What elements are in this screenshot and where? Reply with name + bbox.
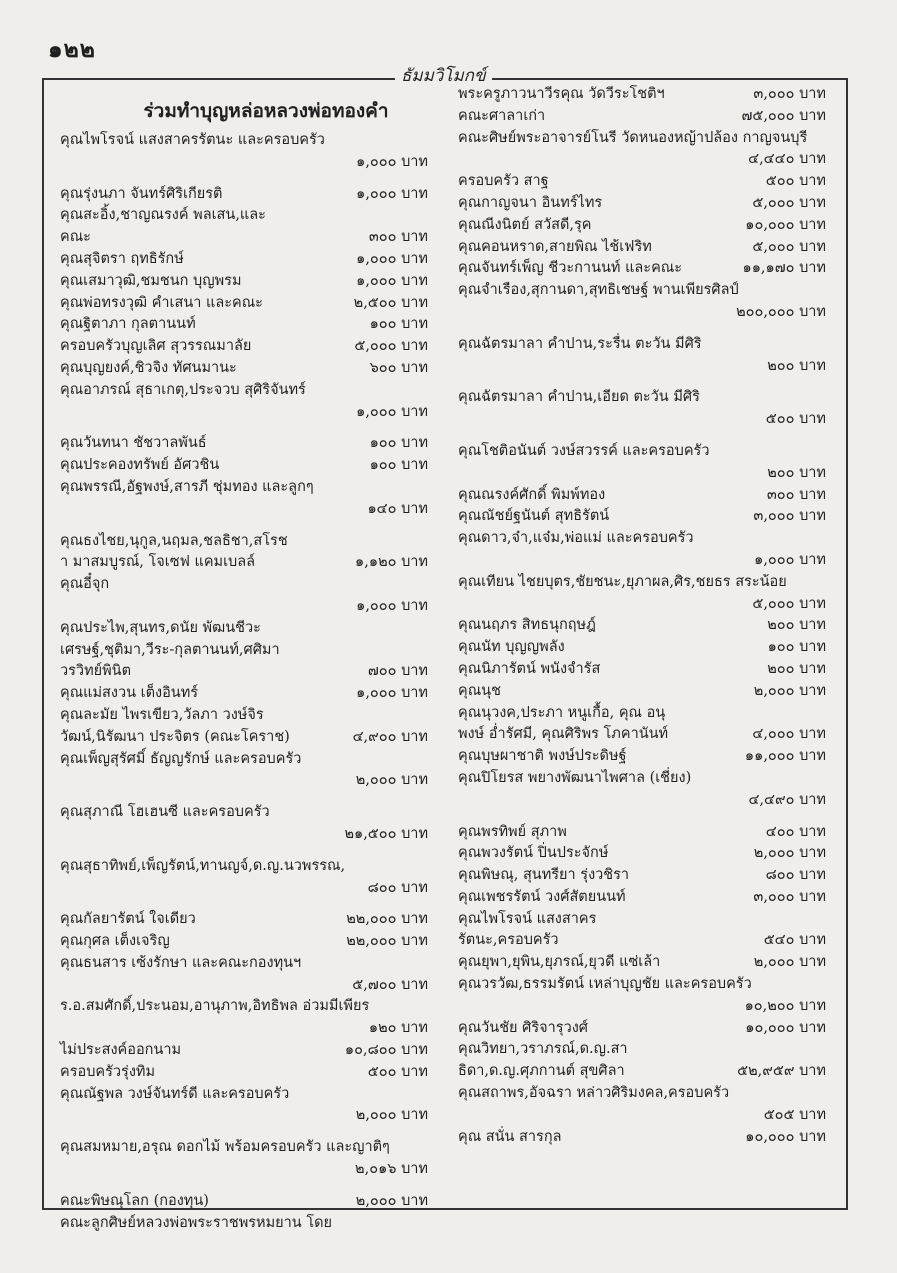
donor-entry — [60, 477, 432, 521]
donor-name: คุณณรงค์ศักดิ์ พิมพ์ทอง — [458, 486, 606, 503]
donor-entry — [458, 528, 830, 572]
donation-amount: ๔๐๐ บาท — [765, 823, 826, 840]
donor-name: ร.อ.สมศักดิ์,ประนอม,อานุภาพ,อิทธิพล อ่วมมีเพียร — [60, 998, 370, 1015]
donor-name: คุณนิภารัตน์ พนังจำรัส — [458, 660, 601, 677]
donor-name: คุณกุศล เต็งเจริญ — [60, 933, 170, 950]
donation-amount: ๔,๔๔๐ บาท — [748, 151, 826, 168]
donor-entry — [60, 1040, 432, 1062]
donation-amount: ๑๑,๑๗๐ บาท — [742, 260, 826, 277]
donor-entry — [458, 952, 830, 974]
donor-name: คุณละมัย ไพรเขียว,วัลภา วงษ์จิรวัฒน์,นิรัฒนา ประจิตร (คณะโคราช) — [60, 706, 290, 745]
left-donor-list — [60, 130, 432, 1234]
donation-amount: ๑๑,๐๐๐ บาท — [744, 748, 826, 765]
donation-amount: ๒๒,๐๐๐ บาท — [346, 933, 428, 950]
donor-name: คุณประคองทรัพย์ อัศวชิน — [60, 457, 220, 474]
donation-amount: ๑,๐๐๐ บาท — [356, 597, 428, 614]
donation-amount: ๑,๑๒๐ บาท — [355, 554, 428, 571]
donor-entry — [458, 215, 830, 237]
donor-entry — [60, 1213, 432, 1235]
donor-entry — [458, 1018, 830, 1040]
donor-entry — [458, 128, 830, 172]
donor-name: คุณประไพ,สุนทร,ดนัย พัฒนชีวะเศรษฐ์,ชุติมา,วีระ-กุลตานนท์,ศศิมา วรวิทย์พินิต — [60, 619, 280, 680]
donation-amount: ๑๐,๐๐๐ บาท — [745, 1128, 826, 1145]
donor-entry — [60, 293, 432, 315]
donation-amount: ๑,๐๐๐ บาท — [356, 685, 428, 702]
donation-amount: ๑๐,๘๐๐ บาท — [344, 1042, 428, 1059]
donor-entry — [458, 84, 830, 106]
donor-name: คุณวิทยา,วราภรณ์,ด.ญ.สาธิดา,ด.ญ.ศุภกานต์ สุขศิลา — [458, 1041, 628, 1080]
donor-entry — [60, 271, 432, 293]
donor-name: คุณยุพา,ยุพิน,ยุภรณ์,ยุวดี แซ่เล้า — [458, 954, 661, 971]
donation-amount: ๖๐๐ บาท — [369, 359, 428, 376]
donation-amount: ๒,๐๐๐ บาท — [355, 1192, 428, 1209]
donation-amount: ๑๐๐ บาท — [369, 435, 428, 452]
donor-name: คุณฉัตรมาลา คำปาน,ระรื่น ตะวัน มีศิริ — [458, 335, 702, 352]
donor-entry — [60, 433, 432, 455]
section-title: ร่วมทำบุญหล่อหลวงพ่อทองคำ — [143, 100, 389, 122]
donor-name: คุณสถาพร,อัจฉรา หล่าวศิริมงคล,ครอบครัว — [458, 1085, 730, 1102]
donor-name: คุณจำเรือง,สุกานดา,สุทธิเชษฐ์ พานเพียรศิลป์ — [458, 282, 739, 299]
donor-entry — [60, 749, 432, 793]
donor-name: คุณวรวัฒ,ธรรมรัตน์ เหล่าบุญชัย และครอบครัว — [458, 976, 752, 993]
donor-entry — [458, 822, 830, 844]
donation-amount: ๒,๐๐๐ บาท — [355, 1107, 428, 1124]
donation-amount: ๕๐๕ บาท — [763, 1106, 826, 1123]
donor-name: คุณไพโรจน์ แสงสาครรัตนะ และครอบครัว — [60, 132, 325, 148]
donor-name: คุณสุธาทิพย์,เพ็ญรัตน์,ทานญจ์,ด.ญ.นวพรรณ, — [60, 857, 346, 874]
donation-amount: ๔,๙๐๐ บาท — [352, 728, 428, 745]
right-column — [458, 84, 830, 1148]
donor-name: คณะศาลาเก่า — [458, 107, 546, 124]
donation-amount: ๕๒,๙๕๙ บาท — [737, 1063, 826, 1080]
donor-name: คุณรุ่งนภา จันทร์ศิริเกียรติ — [60, 185, 223, 202]
donor-entry — [458, 615, 830, 637]
donor-name: คุณสะอิ้ง,ชาญณรงค์ พลเสน,และคณะ — [60, 207, 266, 246]
donor-name: คุณนุช — [458, 682, 501, 699]
donor-name: คุณณีงนิตย์ สวัสดี,รุค — [458, 216, 592, 233]
donor-name: คุณนุวงค,ประภา หนูเกื้อ, คุณ อนุพงษ์ อ่ำรัศมี, คุณศิริพร โภคานันท์ — [458, 704, 669, 743]
donor-entry — [60, 184, 432, 206]
donor-entry — [458, 1127, 830, 1149]
donor-entry — [60, 705, 432, 749]
donor-name: คุณธงไชย,นุกูล,นฤมล,ชลธิชา,สโรชา มาสมบูรณ์, โจเซฟ แคมเบลล์ — [60, 532, 288, 571]
donor-entry — [60, 380, 432, 424]
donor-name: คุณวันชัย ศิริจารุวงศ์ — [458, 1019, 588, 1036]
donor-entry — [60, 1191, 432, 1213]
donor-name: ครอบครัวบุญเลิศ สุวรรณมาลัย — [60, 338, 252, 355]
donor-entry — [60, 1062, 432, 1084]
donation-amount: ๘๐๐ บาท — [367, 879, 428, 896]
donor-name: คุณสมหมาย,อรุณ ดอกไม้ พร้อมครอบครัว และญาติๆ — [60, 1139, 390, 1156]
donation-amount: ๒,๐๐๐ บาท — [355, 772, 428, 789]
donor-entry — [458, 237, 830, 259]
donation-amount: ๘๐๐ บาท — [765, 867, 826, 884]
donor-name: คุณบุญยงค์,ชิวจิง ทัศนมานะ — [60, 359, 237, 376]
donation-amount: ๓,๐๐๐ บาท — [753, 86, 826, 102]
donor-entry — [60, 856, 432, 900]
donation-amount: ๒๒,๐๐๐ บาท — [346, 911, 428, 928]
donor-name: คุณเสมาวุฒิ,ชมชนก บุญพรม — [60, 272, 242, 289]
donor-name: คุณปิโยรส พยางพัฒนาไพศาล (เชี่ยง) — [458, 769, 692, 786]
donation-amount: ๔,๔๙๐ บาท — [748, 791, 826, 808]
donor-name: คุณวันทนา ชัชวาลพันธ์ — [60, 435, 207, 452]
donor-name: คุณจันทร์เพ็ญ ชีวะกานนท์ และคณะ — [458, 260, 683, 277]
donor-entry — [60, 802, 432, 846]
donor-name: คุณพิษณุ, สุนทรียา รุ่งวชิรา — [458, 867, 630, 884]
donation-amount: ๑๐๐ บาท — [369, 316, 428, 333]
donor-entry — [60, 996, 432, 1040]
donor-entry — [458, 572, 830, 616]
donation-amount: ๑๐,๐๐๐ บาท — [745, 1019, 826, 1036]
donor-entry — [60, 455, 432, 477]
donation-amount: ๑,๐๐๐ บาท — [754, 551, 826, 568]
donor-entry — [458, 974, 830, 1018]
donor-name: คุณพวงรัตน์ ปิ่นประจักษ์ — [458, 845, 609, 862]
donor-entry — [60, 336, 432, 358]
donation-amount: ๓,๐๐๐ บาท — [753, 888, 826, 905]
donor-entry — [458, 441, 830, 485]
right-donor-list — [458, 84, 830, 1148]
donation-amount: ๑๐๐ บาท — [369, 457, 428, 474]
donation-amount: ๒,๐๐๐ บาท — [753, 954, 826, 971]
donor-entry — [458, 334, 830, 378]
donor-name: ไม่ประสงค์ออกนาม — [60, 1042, 182, 1059]
donor-entry — [458, 193, 830, 215]
donation-amount: ๕๔๐ บาท — [763, 932, 826, 949]
donor-name: คุณพรรณี,อัฐพงษ์,สารภี ชุ่มทอง และลูกๆ — [60, 478, 314, 495]
donor-name: คุณเพชรรัตน์ วงศ์สัตยนนท์ — [458, 888, 626, 905]
donation-amount: ๓๐๐ บาท — [368, 229, 428, 246]
donation-amount: ๑,๐๐๐ บาท — [356, 403, 428, 420]
donor-name: คุณณัชย์ฐนันต์ สุทธิรัตน์ — [458, 508, 610, 525]
donor-entry — [60, 1137, 432, 1181]
donor-name: คุณกาญจนา อินทร์ไทร — [458, 194, 603, 211]
donor-name: คุณนัท บุญญพลัง — [458, 639, 565, 656]
donation-amount: ๑,๐๐๐ บาท — [356, 272, 428, 289]
donor-name: คุณพรทิพย์ สุภาพ — [458, 823, 567, 840]
donation-amount: ๒๐๐ บาท — [767, 464, 826, 481]
donor-name: ครอบครัวรุ่งทิม — [60, 1063, 156, 1080]
donation-amount: ๗๐๐ บาท — [367, 663, 428, 680]
donor-name: คุณ สนั่น สารกุล — [458, 1128, 562, 1145]
donation-amount: ๕๐๐ บาท — [367, 1063, 428, 1080]
donor-name: คุณพ่อทรงวุฒิ คำเสนา และคณะ — [60, 294, 263, 311]
donor-name: คุณเทียน ไชยบุตร,ชัยชนะ,ยุภาผล,ศิร,ชยธร สระน้อย — [458, 573, 787, 590]
donor-name: คุณอาภรณ์ สุธาเกตุ,ประจวบ สุศิริจันทร์ — [60, 381, 306, 398]
donation-amount: ๑๐๐ บาท — [767, 639, 826, 656]
donor-entry — [60, 683, 432, 705]
donor-entry — [458, 280, 830, 324]
donor-entry — [458, 843, 830, 865]
donation-amount: ๒,๕๐๐ บาท — [353, 294, 428, 311]
donation-amount: ๕๐๐ บาท — [765, 173, 826, 190]
donor-entry — [458, 865, 830, 887]
donation-amount: ๓๐๐ บาท — [766, 486, 826, 503]
donor-entry — [60, 1084, 432, 1128]
donor-entry — [60, 574, 432, 618]
header-title: ธัมมวิโมกข์ — [395, 62, 492, 89]
donor-entry — [458, 746, 830, 768]
donor-name: คุณคอนหราด,สายพิณ ไช้เฟริท — [458, 238, 652, 255]
donor-name: คุณแม่สงวน เต็งอินทร์ — [60, 685, 199, 702]
donation-amount: ๑๐,๒๐๐ บาท — [744, 997, 826, 1014]
donor-name: คุณฉัตรมาลา คำปาน,เอียด ตะวัน มีศิริ — [458, 389, 700, 406]
donor-entry — [458, 887, 830, 909]
donation-amount: ๑,๐๐๐ บาท — [356, 153, 428, 170]
donor-entry — [458, 681, 830, 703]
donation-amount: ๒,๐๐๐ บาท — [753, 845, 826, 862]
donor-name: คุณสุจิตรา ฤทธิรักษ์ — [60, 250, 184, 267]
donation-amount: ๕,๐๐๐ บาท — [752, 238, 826, 255]
donation-amount: ๗๕,๐๐๐ บาท — [741, 107, 826, 124]
donor-entry — [60, 618, 432, 683]
donor-name: ครอบครัว สาฐ — [458, 173, 549, 190]
donation-amount: ๒๐๐ บาท — [767, 660, 826, 677]
donor-entry — [458, 506, 830, 528]
donation-amount: ๕๐๐ บาท — [765, 411, 826, 428]
donor-entry — [458, 1083, 830, 1127]
donation-amount: ๑๒๐ บาท — [368, 1020, 428, 1037]
donor-entry — [458, 387, 830, 431]
donor-entry — [458, 659, 830, 681]
donor-name: คุณฐิตาภา กุลตานนท์ — [60, 316, 196, 333]
donor-entry — [60, 909, 432, 931]
donation-amount: ๒,๐๑๖ บาท — [355, 1161, 428, 1178]
donor-name: คุณบุษผาชาติ พงษ์ประดิษฐ์ — [458, 748, 627, 765]
donor-name: คณะพิษณุโลก (กองทุน) — [60, 1192, 209, 1209]
donation-amount: ๓,๐๐๐ บาท — [753, 508, 826, 525]
donor-name: คุณธนสาร เซ้งรักษา และคณะกองทุนฯ — [60, 954, 302, 971]
donor-entry — [60, 205, 432, 249]
donor-entry — [458, 768, 830, 812]
donor-name: คณะลูกศิษย์หลวงพ่อพระราชพรหมยาน โดย — [60, 1214, 333, 1231]
donor-name: คณะศิษย์พระอาจารย์โนรี วัดหนองหญ้าปล้อง กาญจนบุรี — [458, 129, 808, 146]
donor-entry — [458, 171, 830, 193]
donor-name: คุณณัฐพล วงษ์จันทร์ดี และครอบครัว — [60, 1085, 290, 1102]
donation-amount: ๕,๐๐๐ บาท — [752, 595, 826, 612]
donor-name: คุณอี๋จุก — [60, 576, 110, 593]
donor-entry — [458, 258, 830, 280]
donor-entry — [458, 703, 830, 747]
donation-amount: ๑๔๐ บาท — [367, 500, 428, 517]
donor-entry — [458, 485, 830, 507]
donor-name: คุณดาว,จ๋า,แจ๋ม,พ่อแม่ และครอบครัว — [458, 530, 694, 547]
donor-name: พระครูภาวนาวีรคุณ วัดวีระโชติฯ — [458, 86, 665, 102]
page-number: ๑๒๒ — [48, 36, 96, 63]
donor-name: คุณเพ็ญสุรัศมิ์ ธัญญรักษ์ และครอบครัว — [60, 750, 302, 767]
donor-entry — [60, 130, 432, 174]
donation-amount: ๕,๗๐๐ บาท — [352, 976, 428, 993]
donor-name: คุณโชติอนันต์ วงษ์สวรรค์ และครอบครัว — [458, 442, 710, 459]
donor-entry — [60, 953, 432, 997]
donor-name: คุณนฤภร สิทธนุกฤษฎ์ — [458, 617, 596, 634]
donation-amount: ๒๐๐,๐๐๐ บาท — [736, 303, 826, 320]
donor-entry — [60, 358, 432, 380]
donor-entry — [458, 1039, 830, 1083]
donation-amount: ๒๐๐ บาท — [767, 357, 826, 374]
donor-entry — [60, 249, 432, 271]
donation-amount: ๒,๐๐๐ บาท — [753, 682, 826, 699]
donor-name: คุณไพโรจน์ แสงสาครรัตนะ,ครอบครัว — [458, 910, 597, 949]
donor-name: คุณสุภาณี โฮเฮนซี และครอบครัว — [60, 804, 270, 821]
left-column — [60, 84, 432, 1234]
donation-amount: ๕,๐๐๐ บาท — [752, 194, 826, 211]
donor-entry — [60, 314, 432, 336]
donor-entry — [60, 531, 432, 575]
donation-amount: ๑,๐๐๐ บาท — [356, 185, 428, 202]
donor-entry — [60, 931, 432, 953]
donation-amount: ๕,๐๐๐ บาท — [354, 338, 428, 355]
donation-amount: ๒๐๐ บาท — [767, 617, 826, 634]
donor-entry — [458, 637, 830, 659]
donor-entry — [458, 106, 830, 128]
donation-amount: ๑,๐๐๐ บาท — [356, 250, 428, 267]
donation-amount: ๑๐,๐๐๐ บาท — [745, 216, 826, 233]
donation-amount: ๒๑,๕๐๐ บาท — [344, 825, 428, 842]
donor-name: คุณกัลยารัตน์ ใจเดียว — [60, 911, 196, 928]
donation-amount: ๔,๐๐๐ บาท — [752, 726, 826, 743]
donor-entry — [458, 909, 830, 953]
